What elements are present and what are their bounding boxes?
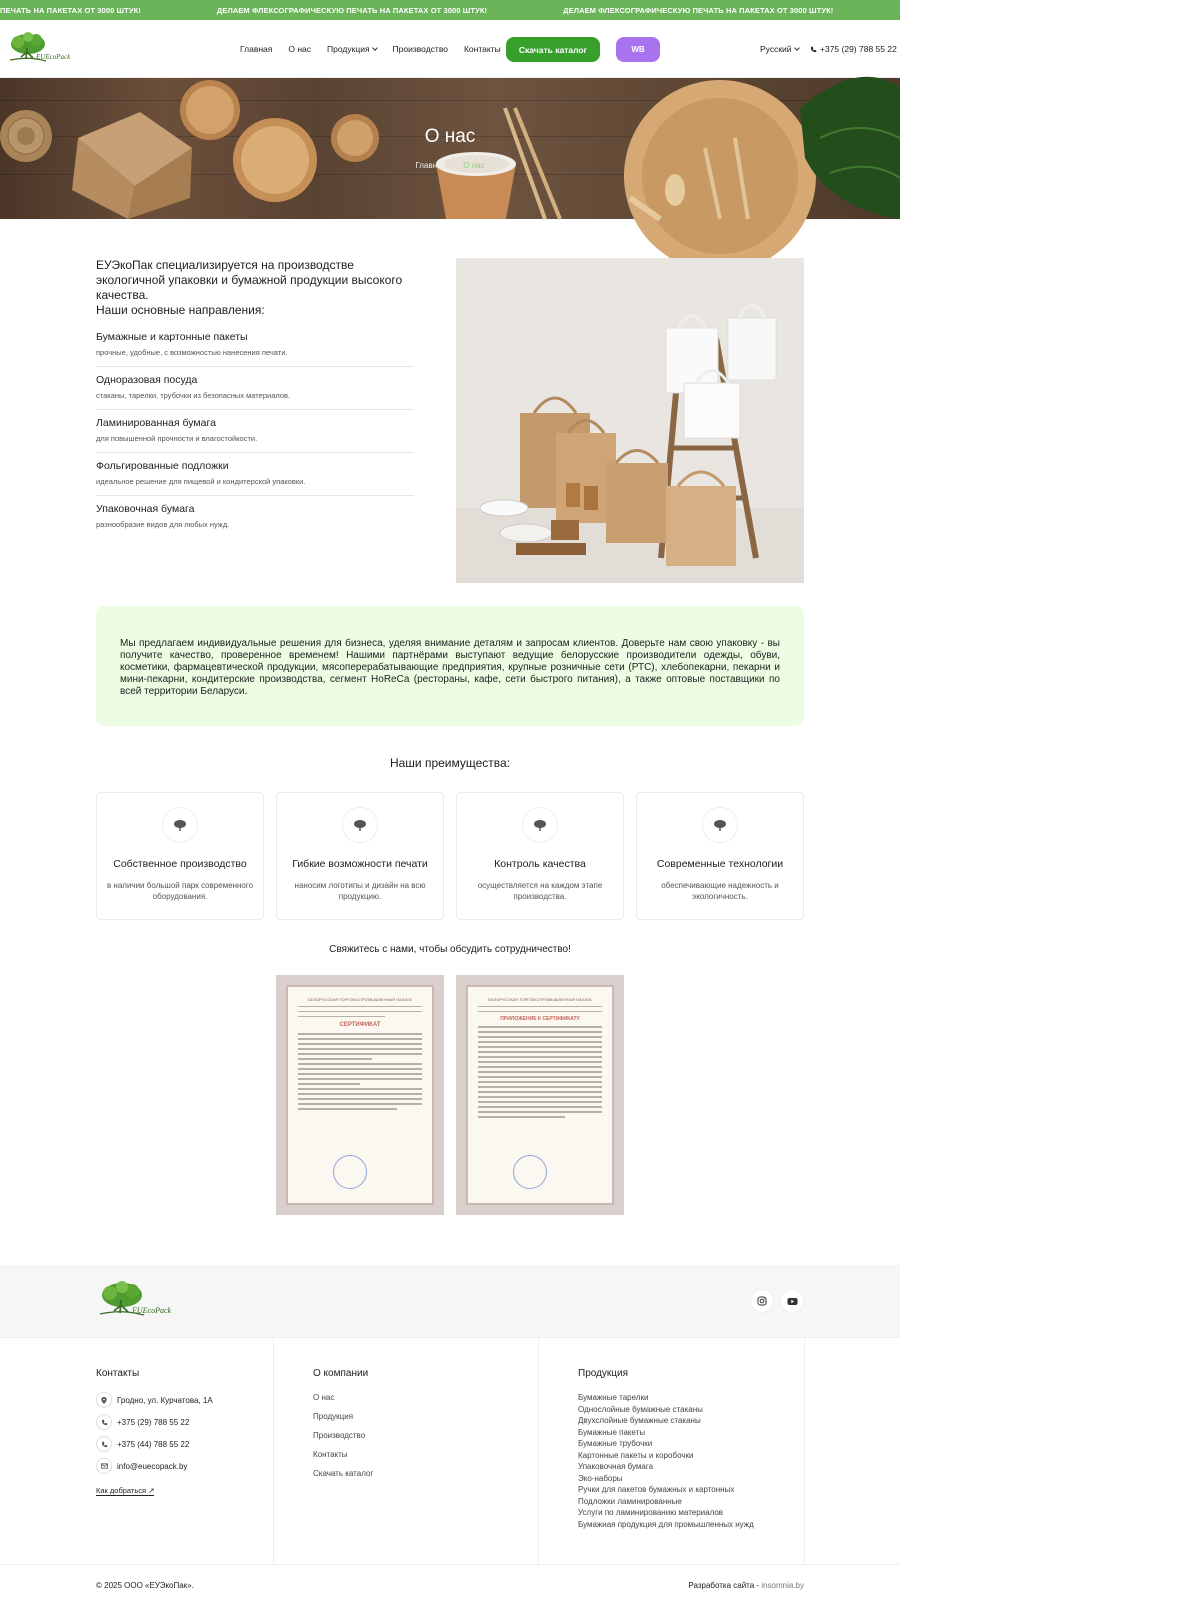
email-text: info@euecopack.by — [117, 1461, 188, 1471]
direction-title: Бумажные и картонные пакеты — [96, 331, 248, 343]
breadcrumb-home[interactable]: Главная — [415, 161, 446, 170]
intro-lead: ЕУЭкоПак специализируется на производстве экологичной упаковки и бумажной продукции высокого качества. — [96, 258, 403, 302]
direction-desc: прочные, удобные, с возможностью нанесения печати. — [96, 348, 288, 357]
offer-text: Мы предлагаем индивидуальные решения для бизнеса, уделяя внимание деталям и запросам клиентов. Доверьте нам свою упаковку - вы получите качество, проверенное временем! Нашими партнёрами выступают ведущие белорусские производители одежды, обуви, косметики, фармацевтической продукции, мясоперерабатывающие предприятия, крупные розничные сети (РТС), хлебопекарни, пекарни и мини-пекарни, кондитерские производства, сегмент HoReCa (рестораны, кафе, сети быстрого питания), а также оптовые поставщики по всей территории Беларуси. — [120, 638, 780, 697]
advantage-name: Гибкие возможности печати — [292, 858, 428, 870]
footer-contacts-title: Контакты — [96, 1368, 140, 1379]
offer-box — [96, 606, 804, 726]
products-photo — [456, 258, 804, 583]
stamp-icon — [513, 1155, 547, 1189]
advantage-card — [636, 792, 804, 920]
footer-product-link[interactable]: Ручки для пакетов бумажных и картонных — [578, 1485, 735, 1494]
developer-label: Разработка сайта - — [688, 1581, 762, 1590]
language-selector[interactable] — [760, 20, 799, 78]
nav-production[interactable]: Производство — [392, 44, 448, 54]
location-pin-icon — [96, 1392, 112, 1408]
phone1-text: +375 (29) 788 55 22 — [117, 1417, 190, 1427]
footer-product-link[interactable]: Подложки ламинированные — [578, 1496, 682, 1506]
footer-phone1-link[interactable] — [96, 1414, 189, 1430]
advantage-desc: обеспечивающие надежность и экологичность. — [661, 881, 779, 901]
site-header — [0, 20, 900, 78]
tree-logo-icon — [522, 807, 558, 843]
direction-desc: разнообразие видов для любых нужд. — [96, 520, 230, 529]
footer-link-about[interactable]: О нас — [313, 1393, 335, 1402]
main-nav — [240, 20, 517, 78]
phone2-text: +375 (44) 788 55 22 — [117, 1439, 190, 1449]
advantage-name: Собственное производство — [113, 858, 247, 870]
footer-product-link[interactable]: Однослойные бумажные стаканы — [578, 1404, 703, 1414]
footer-product-link[interactable]: Бумажные трубочки — [578, 1439, 653, 1448]
footer-link-products[interactable]: Продукция — [313, 1412, 354, 1421]
phone-icon — [810, 46, 817, 53]
breadcrumb-current: О нас — [463, 161, 485, 170]
footer-product-link[interactable]: Эко-наборы — [578, 1473, 623, 1483]
header-phone: +375 (29) 788 55 22 — [820, 44, 897, 54]
intro-lead-directions: Наши основные направления: — [96, 303, 265, 317]
footer-product-link[interactable]: Бумажные пакеты — [578, 1427, 646, 1437]
advantage-desc: осуществляется на каждом этапе производства. — [477, 881, 603, 901]
direction-title: Ламинированная бумага — [96, 417, 216, 429]
advantage-desc: наносим логотипы и дизайн на всю продукцию. — [294, 881, 426, 901]
footer-divider — [273, 1337, 274, 1564]
chevron-down-icon — [372, 45, 378, 51]
developer-credit[interactable] — [688, 1581, 804, 1590]
page-title: О нас — [424, 126, 476, 147]
direction-item — [96, 496, 414, 538]
advantage-card — [96, 792, 264, 920]
advantages-title: Наши преимущества: — [389, 756, 511, 770]
header-phone-link[interactable] — [810, 20, 897, 78]
tree-logo-icon — [702, 807, 738, 843]
nav-products[interactable]: Продукция — [327, 44, 377, 54]
nav-about[interactable]: О нас — [288, 44, 312, 54]
footer-product-link[interactable]: Двухслойные бумажные стаканы — [578, 1416, 701, 1425]
cert-title: ПРИЛОЖЕНИЕ К СЕРТИФИКАТУ — [500, 1016, 580, 1022]
footer-product-link[interactable]: Бумажная продукция для промышленных нужд — [578, 1519, 754, 1529]
footer-divider — [538, 1337, 539, 1564]
advantage-name: Контроль качества — [494, 858, 586, 870]
footer-divider — [804, 1337, 805, 1564]
breadcrumb — [0, 161, 900, 170]
direction-title: Упаковочная бумага — [96, 503, 195, 515]
direction-item — [96, 331, 414, 367]
mail-icon — [96, 1458, 112, 1474]
ticker-text: ПЕЧАТЬ НА ПАКЕТАХ ОТ 3000 ШТУК! — [0, 5, 141, 15]
footer-link-production[interactable]: Производство — [313, 1431, 366, 1440]
footer-product-link[interactable]: Картонные пакеты и коробочки — [578, 1450, 694, 1460]
advantages-grid — [96, 792, 804, 920]
footer-product-link[interactable]: Услуги по ламинированию материалов — [578, 1508, 724, 1517]
breadcrumb-separator — [453, 164, 456, 167]
directions-list — [96, 331, 426, 538]
phone-icon — [96, 1436, 112, 1452]
hero-background-image — [0, 78, 900, 219]
nav-home[interactable]: Главная — [240, 44, 273, 54]
svg-text:EUEcoPack: EUEcoPack — [132, 1306, 172, 1315]
direction-title: Фольгированные подложки — [96, 460, 229, 472]
instagram-icon[interactable] — [750, 1289, 774, 1313]
directions-link[interactable]: Как добраться ↗ — [96, 1486, 155, 1495]
ticker-text: ДЕЛАЕМ ФЛЕКСОГРАФИЧЕСКУЮ ПЕЧАТЬ НА ПАКЕТАХ ОТ 3000 ШТУК! — [563, 5, 834, 15]
footer-products-title: Продукция — [578, 1368, 629, 1379]
footer-logo[interactable] — [96, 1281, 172, 1321]
cert-header: БЕЛОРУССКАЯ ТОРГОВО-ПРОМЫШЛЕННАЯ ПАЛАТА — [308, 997, 412, 1002]
tree-logo-icon — [342, 807, 378, 843]
cert-header: БЕЛОРУССКАЯ ТОРГОВО-ПРОМЫШЛЕННАЯ ПАЛАТА — [488, 997, 592, 1002]
ticker-text: ДЕЛАЕМ ФЛЕКСОГРАФИЧЕСКУЮ ПЕЧАТЬ НА ПАКЕТАХ ОТ 3000 ШТУК! — [909, 5, 1180, 15]
wb-button[interactable]: WB — [616, 37, 660, 62]
youtube-icon[interactable] — [780, 1289, 804, 1313]
footer-product-link[interactable]: Бумажные тарелки — [578, 1393, 649, 1402]
address-text: Гродно, ул. Курчатова, 1А — [117, 1395, 213, 1405]
cert-title: СЕРТИФИКАТ — [339, 1022, 381, 1028]
footer-top — [0, 1265, 900, 1337]
direction-desc: стаканы, тарелки, трубочки из безопасных материалов. — [96, 391, 291, 400]
direction-item — [96, 453, 414, 496]
footer-company-title: О компании — [313, 1368, 369, 1379]
direction-title: Одноразовая посуда — [96, 374, 198, 386]
download-catalog-button[interactable]: Скачать каталог — [506, 37, 600, 62]
footer-link-catalog[interactable]: Скачать каталог — [313, 1469, 374, 1478]
developer-name: insomnia.by — [761, 1581, 804, 1590]
ticker-text: ДЕЛАЕМ ФЛЕКСОГРАФИЧЕСКУЮ ПЕЧАТЬ НА ПАКЕТАХ ОТ 3000 ШТУК! — [216, 5, 488, 15]
direction-item — [96, 367, 414, 410]
advantage-name: Современные технологии — [656, 858, 784, 870]
certificate-appendix-image[interactable] — [456, 975, 624, 1215]
advantage-card — [276, 792, 444, 920]
advantage-desc: в наличии большой парк современного оборудования. — [106, 881, 254, 901]
footer-address — [96, 1392, 213, 1408]
language-label: Русский — [760, 44, 792, 54]
about-intro — [96, 258, 426, 538]
direction-desc: идеальное решение для пищевой и кондитерской упаковки. — [96, 477, 306, 486]
page-hero — [0, 78, 900, 219]
external-arrow-icon: ↗ — [148, 1486, 155, 1495]
direction-desc: для повышенной прочности и влагостойкости. — [96, 434, 258, 443]
footer-phone2-link[interactable] — [96, 1436, 189, 1452]
logo[interactable] — [6, 32, 71, 66]
tree-logo-icon — [162, 807, 198, 843]
chevron-down-icon — [794, 45, 800, 51]
svg-text:EUEcoPack: EUEcoPack — [36, 53, 71, 61]
stamp-icon — [333, 1155, 367, 1189]
copyright: © 2025 ООО «ЕУЭкоПак». — [96, 1581, 194, 1590]
footer-product-link[interactable]: Упаковочная бумага — [578, 1462, 654, 1471]
direction-item — [96, 410, 414, 453]
nav-contacts[interactable]: Контакты — [463, 44, 501, 54]
advantage-card — [456, 792, 624, 920]
contact-cta: Свяжитесь с нами, чтобы обсудить сотрудничество! — [329, 944, 571, 955]
footer-link-contacts[interactable]: Контакты — [313, 1450, 348, 1459]
certificate-image[interactable] — [276, 975, 444, 1215]
phone-icon — [96, 1414, 112, 1430]
footer-email-link[interactable] — [96, 1458, 187, 1474]
promo-ticker — [0, 0, 1180, 20]
